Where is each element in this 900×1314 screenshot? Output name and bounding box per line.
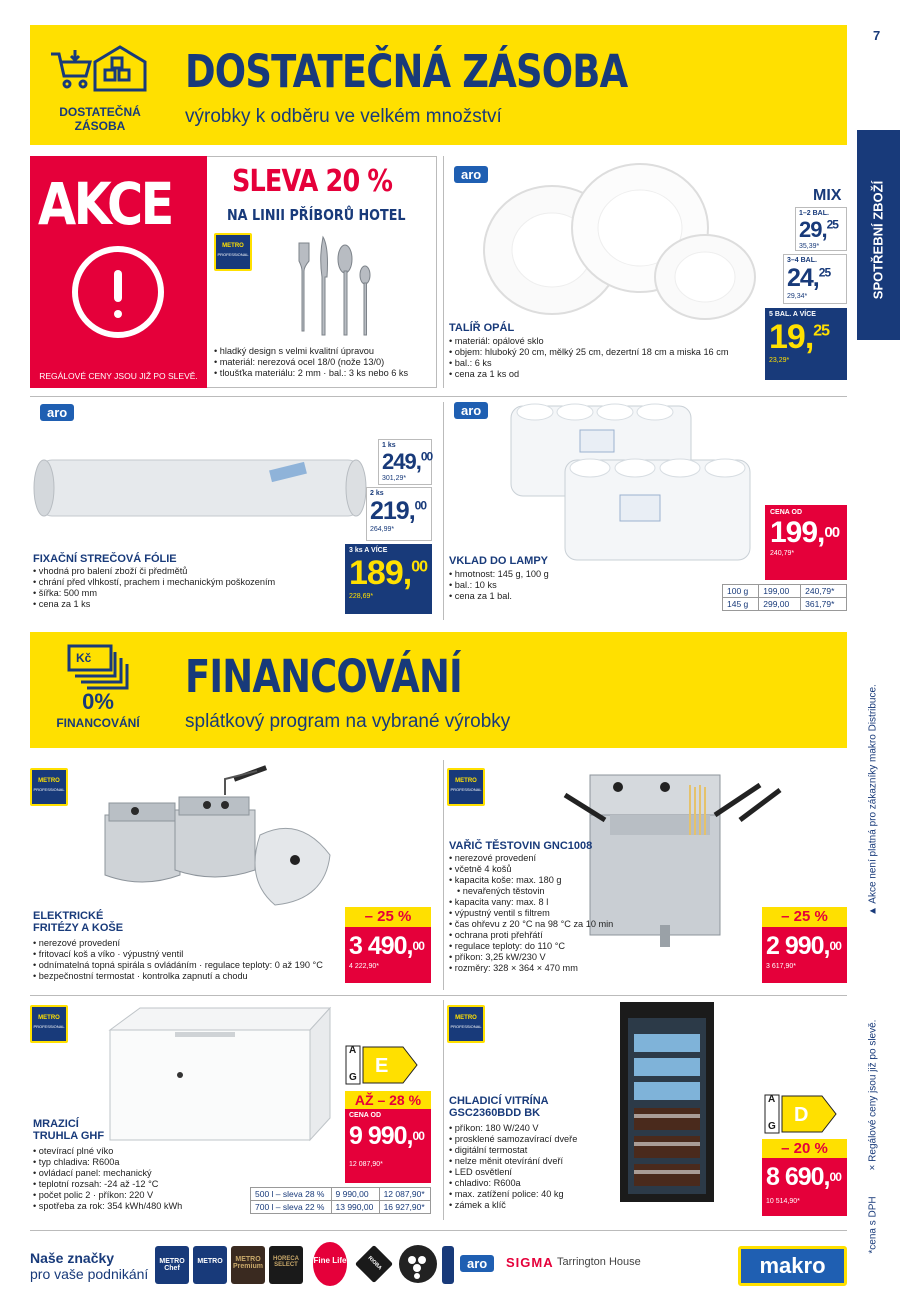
original-price: 4 222,90* [349,963,379,970]
price-tier: 3 ks A VÍCE 189,00 228,69* [345,544,432,614]
brand-logo: METRO Premium [231,1246,265,1284]
feature: • nevařených těstovin [449,886,613,897]
feature: • materiál: opálové sklo [449,336,728,347]
akce-footer: REGÁLOVÉ CENY JSOU JIŽ PO SLEVĚ. [39,371,198,381]
fryer-image [95,765,350,925]
price-table [722,584,847,611]
side-tab [857,130,900,340]
table-row: 100 g 199,00 240,79* [723,585,847,598]
aro-logo: aro [40,404,74,421]
side-note-2: × Regálové ceny jsou již po slevě. [867,1019,879,1171]
feature: • nerezové provedení [33,938,323,949]
section2-subtitle: splátkový program na vybrané výrobky [185,711,511,732]
price-table [250,1187,431,1214]
table-row: 700 l – sleva 22 % 13 990,00 16 927,90* [251,1201,431,1214]
price-box [345,1109,431,1183]
feature: • nerezové provedení [449,853,613,864]
feature: • nelze měnit otevírání dveří [449,1156,577,1167]
brand-logo: RIOBA [355,1245,393,1283]
product-name: ELEKTRICKÉ FRITÉZY A KOŠE [33,910,124,934]
metro-logo: METRO PROFESSIONAL [30,768,68,806]
side-tab-label: SPOTŘEBNÍ ZBOŽÍ [870,180,886,300]
brand-logo [442,1246,454,1284]
energy-scale-bottom: G [768,1121,776,1132]
feature: • otevírací plné víko [33,1146,182,1157]
product-name: MRAZICÍ TRUHLA GHF [33,1118,105,1142]
feature: • LED osvětlení [449,1167,577,1178]
side-note-3: *cena s DPH [867,1196,879,1254]
divider [443,402,444,620]
section2-icon-label: FINANCOVÁNÍ [56,716,140,730]
brand-logo: METRO Chef [155,1246,189,1284]
sleva-label: SLEVA 20 % [232,164,393,199]
feature: • hmotnost: 145 g, 100 g [449,569,549,580]
brand-logo: METRO [193,1246,227,1284]
plates-image [470,162,770,322]
divider-h [30,396,847,397]
banknote-icon [65,642,131,690]
price-box [762,927,847,983]
footer-label: Naše značky pro vaše podnikání [30,1250,149,1282]
brand-logo: HORECA SELECT [269,1246,303,1284]
original-price: 12 087,90* [349,1161,383,1168]
brand-logo: Fine Life [313,1242,347,1286]
freezer-image [100,1000,340,1150]
feature: • rozměry: 328 × 364 × 470 mm [449,963,613,974]
original-price: 3 617,90* [766,963,796,970]
energy-class: D [794,1104,809,1126]
section1-subtitle: výrobky k odběru ve velkém množství [185,106,502,127]
metro-logo: METRO PROFESSIONAL [30,1005,68,1043]
brand-logo: Tarrington House [557,1256,641,1268]
product-name: CHLADICÍ VITRÍNA GSC2360BDD BK [449,1095,549,1119]
feature: • prosklené samozavírací dveře [449,1134,577,1145]
price-tier: 3–4 BAL. 24,25 29,34* [783,254,847,304]
price-box [765,505,847,580]
feature: • regulace teploty: do 110 °C [449,941,613,952]
price-label: CENA OD [349,1112,382,1119]
price: 8 690,00 [766,1163,841,1191]
banknote-kc: Kč [76,651,92,665]
discount-badge: – 25 % [345,907,431,927]
feature: • chladivo: R600a [449,1178,577,1189]
feature: • výpustný ventil s filtrem [449,908,613,919]
feature: • bal.: 10 ks [449,580,549,591]
discount-badge: – 20 % [762,1139,847,1158]
akce-panel [30,156,207,388]
price: 3 490,00 [349,932,424,960]
feature: • bal.: 6 ks [449,358,728,369]
feature: • čas ohřevu z 20 °C na 98 °C za 10 min [449,919,613,930]
truhla-features [33,1146,182,1212]
feature: • max. zatížení police: 40 kg [449,1189,577,1200]
feature: • příkon: 3,25 kW/230 V [449,952,613,963]
section2-percent: 0% [82,689,114,714]
divider [443,760,444,990]
energy-class: E [375,1055,389,1077]
feature: • odnímatelná topná spirála s ovládáním · regulace teploty: 0 až 190 °C [33,960,323,971]
table-row: 500 l – sleva 28 % 9 990,00 12 087,90* [251,1188,431,1201]
discount-badge: AŽ – 28 % [345,1091,431,1109]
price-tier: 1 ks 249,00 301,29* [378,439,432,485]
divider [443,1000,444,1220]
side-note-1: ▲ Akce není platná pro zákazníky makro Distribuce. [867,684,879,916]
feature: • počet polic 2 · příkon: 220 V [33,1190,182,1201]
section1-title: DOSTATEČNÁ ZÁSOBA [185,45,628,98]
energy-scale-bottom: G [349,1072,357,1083]
price-tier: 1–2 BAL. 29,25 35,39* [795,207,847,251]
price-tier: 2 ks 219,00 264,99* [366,487,432,541]
feature: • tloušťka materiálu: 2 mm · bal.: 3 ks nebo 6 ks [214,368,408,379]
price: 2 990,00 [766,932,841,960]
candles-image [505,400,755,570]
feature: • šířka: 500 mm [33,588,275,599]
price-tier: 5 BAL. A VÍCE 19,25 23,29* [765,308,847,380]
feature: • cena za 1 ks [33,599,275,610]
energy-scale-top: A [349,1045,357,1056]
divider [443,156,444,388]
feature: • příkon: 180 W/240 V [449,1123,577,1134]
energy-scale-top: A [768,1094,776,1105]
exclamation-icon [72,246,164,338]
original-price: 240,79* [770,550,795,557]
fritezy-features [33,938,323,982]
feature: • chrání před vlhkostí, prachem i mechanickým poškozením [33,577,275,588]
price-box [762,1158,847,1216]
akce-title: AKCE [38,170,172,238]
varic-features [449,853,613,974]
price: 199,00 [770,516,840,549]
product-name: TALÍŘ OPÁL [449,322,515,334]
table-row: 145 g 299,00 361,79* [723,598,847,611]
product-name: VKLAD DO LAMPY [449,555,548,567]
akce-features [214,346,408,379]
section1-icon-label: DOSTATEČNÁ ZÁSOBA [59,105,141,133]
feature: • fritovací koš a víko · výpustný ventil [33,949,323,960]
feature: • včetně 4 košů [449,864,613,875]
page-number: 7 [873,28,881,43]
warehouse-icon [45,42,149,94]
feature: • materiál: nerezová ocel 18/0 (nože 13/0) [214,357,408,368]
talir-features [449,336,728,380]
feature: • teplotní rozsah: -24 až -12 °C [33,1179,182,1190]
metro-logo: METRO PROFESSIONAL [447,768,485,806]
feature: • objem: hluboký 20 cm, mělký 25 cm, dezertní 18 cm a miska 16 cm [449,347,728,358]
brand-logo: aro [460,1255,494,1272]
brand-logo: SIGMA [506,1255,554,1270]
folie-features [33,566,275,610]
metro-logo: METRO PROFESSIONAL [447,1005,485,1043]
feature: • digitální termostat [449,1145,577,1156]
feature: • zámek a klíč [449,1200,577,1211]
feature: • cena za 1 bal. [449,591,549,602]
product-name: FIXAČNÍ STREČOVÁ FÓLIE [33,553,177,565]
foil-roll-image [30,450,370,530]
feature: • hladký design s velmi kvalitní úpravou [214,346,408,357]
divider-h [30,995,847,996]
section2-title: FINANCOVÁNÍ [185,650,462,703]
feature: • kapacita vany: max. 8 l [449,897,613,908]
vklad-features [449,569,549,602]
feature: • ochrana proti přehřátí [449,930,613,941]
mix-label: MIX [813,187,842,204]
grape-logo-icon [398,1244,438,1284]
product-name: VAŘIČ TĚSTOVIN GNC1008 [449,840,593,852]
original-price: 10 514,90* [766,1198,800,1205]
cutlery-image [285,233,385,341]
feature: • kapacita koše: max. 180 g [449,875,613,886]
sleva-sub: NA LINII PŘÍBORŮ HOTEL [227,206,406,224]
price-box [345,927,431,983]
discount-badge: – 25 % [762,907,847,927]
price-label: CENA OD [770,509,803,516]
makro-logo: makro [738,1246,847,1286]
feature: • vhodná pro balení zboží či předmětů [33,566,275,577]
aro-logo: aro [454,166,488,183]
metro-logo: METRO PROFESSIONAL [214,233,252,271]
feature: • typ chladiva: R600a [33,1157,182,1168]
fridge-image [618,1000,716,1205]
price: 9 990,00 [349,1122,424,1150]
feature: • bezpečnostní termostat · kontrolka zapnutí a chodu [33,971,323,982]
feature: • spotřeba za rok: 354 kWh/480 kWh [33,1201,182,1212]
vitrina-features [449,1123,577,1211]
footer-divider [30,1230,847,1231]
feature: • cena za 1 ks od [449,369,728,380]
feature: • ovládací panel: mechanický [33,1168,182,1179]
aro-logo: aro [454,402,488,419]
